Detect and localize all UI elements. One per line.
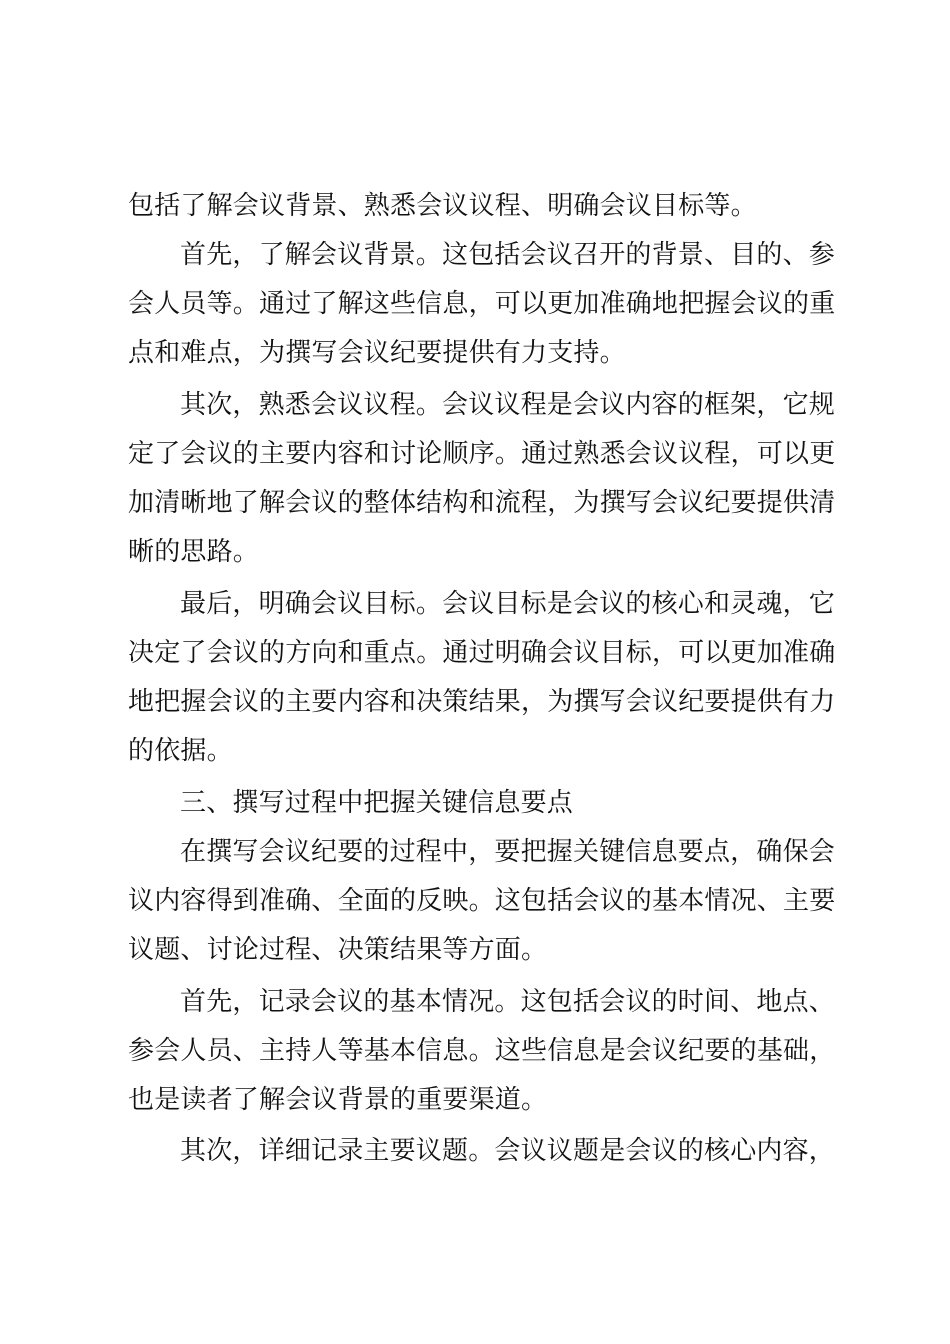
paragraph-first-line: 首先，记录会议的基本情况。这包括会议的时间、地点、 — [180, 987, 836, 1017]
text-line: 晰的思路。 — [128, 537, 260, 567]
paragraph-first-line: 其次，详细记录主要议题。会议议题是会议的核心内容， — [180, 1136, 836, 1166]
paragraph-first-line: 其次，熟悉会议议程。会议议程是会议内容的框架，它规 — [180, 390, 836, 420]
paragraph-first-line: 首先，了解会议背景。这包括会议召开的背景、目的、参 — [180, 240, 836, 270]
text-line: 加清晰地了解会议的整体结构和流程，为撰写会议纪要提供清 — [128, 488, 836, 518]
text-line: 地把握会议的主要内容和决策结果，为撰写会议纪要提供有力 — [128, 687, 836, 717]
paragraph-first-line: 在撰写会议纪要的过程中，要把握关键信息要点，确保会 — [180, 837, 836, 867]
text-line: 的依据。 — [128, 736, 233, 766]
text-line: 定了会议的主要内容和讨论顺序。通过熟悉会议议程，可以更 — [128, 439, 836, 469]
text-line: 议内容得到准确、全面的反映。这包括会议的基本情况、主要 — [128, 886, 836, 916]
paragraph-first-line: 最后，明确会议目标。会议目标是会议的核心和灵魂，它 — [180, 589, 836, 619]
text-line: 议题、讨论过程、决策结果等方面。 — [128, 935, 548, 965]
text-line: 决定了会议的方向和重点。通过明确会议目标，可以更加准确 — [128, 638, 836, 668]
text-line: 点和难点，为撰写会议纪要提供有力支持。 — [128, 338, 626, 368]
text-line: 会人员等。通过了解这些信息，可以更加准确地把握会议的重 — [128, 289, 836, 319]
section-heading: 三、撰写过程中把握关键信息要点 — [180, 788, 574, 818]
text-line: 也是读者了解会议背景的重要渠道。 — [128, 1085, 548, 1115]
text-line: 包括了解会议背景、熟悉会议议程、明确会议目标等。 — [128, 191, 757, 221]
text-line: 参会人员、主持人等基本信息。这些信息是会议纪要的基础， — [128, 1036, 836, 1066]
